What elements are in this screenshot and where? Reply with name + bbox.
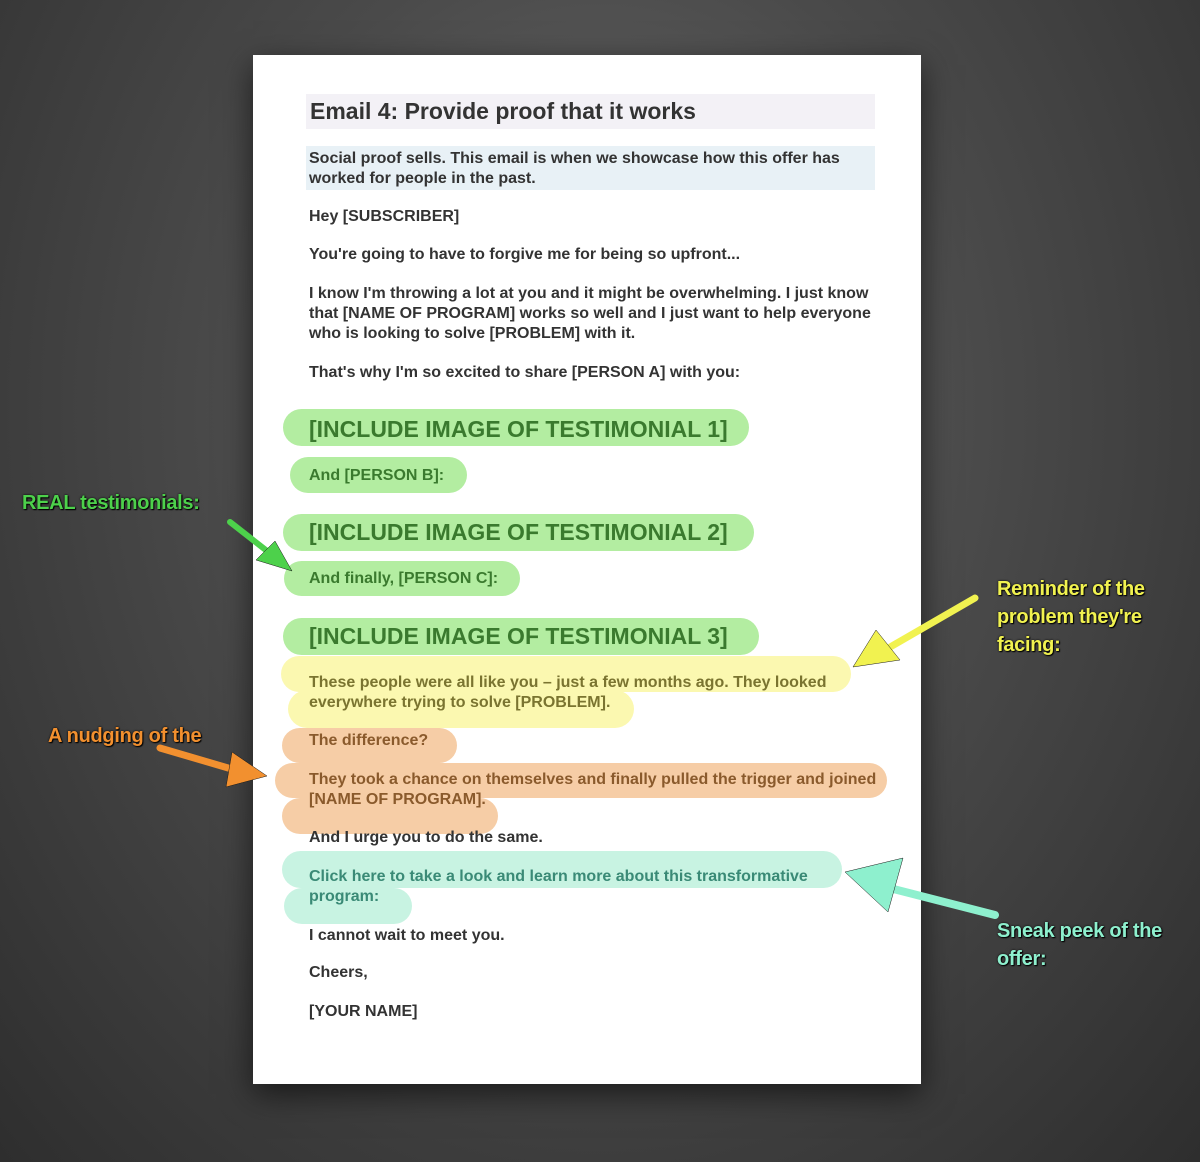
paragraph-overwhelm-1: I know I'm throwing a lot at you and it might be overwhelming. I just know — [309, 285, 869, 302]
problem-line-2: everywhere trying to solve [PROBLEM]. — [309, 694, 611, 711]
chance-line-1: They took a chance on themselves and finally pulled the trigger and joined — [309, 771, 877, 788]
annotation-problem-line-2: problem they're — [997, 606, 1142, 628]
person-b-text: And [PERSON B]: — [309, 467, 445, 484]
click-here-line-1[interactable]: Click here to take a look and learn more about this transformative — [309, 868, 808, 885]
closing-cheers: Cheers, — [309, 964, 368, 981]
click-here-line-2[interactable]: program: — [309, 888, 380, 905]
annotation-problem — [997, 575, 1145, 659]
description-line-2: worked for people in the past. — [309, 170, 536, 187]
greeting: Hey [SUBSCRIBER] — [309, 208, 460, 225]
urge-text: And I urge you to do the same. — [309, 829, 543, 846]
mint-arrow-icon — [845, 858, 995, 915]
yellow-arrow-icon — [853, 598, 975, 667]
testimonial-2-placeholder: [INCLUDE IMAGE OF TESTIMONIAL 2] — [309, 519, 728, 545]
difference-text: The difference? — [309, 732, 429, 749]
annotation-offer — [997, 917, 1162, 973]
annotation-offer-line-1: Sneak peek of the — [997, 920, 1162, 942]
chance-line-2: [NAME OF PROGRAM]. — [309, 791, 486, 808]
paragraph-overwhelm-3: who is looking to solve [PROBLEM] with it. — [309, 325, 636, 342]
paragraph-overwhelm-2: that [NAME OF PROGRAM] works so well and I just want to help everyone — [309, 305, 871, 322]
annotation-nudge: A nudging of the — [48, 725, 202, 747]
email-title: Email 4: Provide proof that it works — [306, 94, 875, 129]
paragraph-person-a: That's why I'm so excited to share [PERSON A] with you: — [309, 364, 741, 381]
person-c-text: And finally, [PERSON C]: — [309, 570, 499, 587]
annotation-problem-line-1: Reminder of the — [997, 578, 1145, 600]
testimonial-1-placeholder: [INCLUDE IMAGE OF TESTIMONIAL 1] — [309, 416, 728, 442]
testimonial-3-placeholder: [INCLUDE IMAGE OF TESTIMONIAL 3] — [309, 623, 728, 649]
orange-arrow-icon — [160, 748, 267, 787]
closing-meet: I cannot wait to meet you. — [309, 927, 505, 944]
annotation-testimonials: REAL testimonials: — [22, 492, 200, 514]
green-arrow-icon — [230, 522, 292, 571]
signature-name: [YOUR NAME] — [309, 1003, 418, 1020]
paragraph-forgive: You're going to have to forgive me for being so upfront... — [309, 246, 741, 263]
annotation-problem-line-3: facing: — [997, 634, 1061, 656]
description-line-1: Social proof sells. This email is when we showcase how this offer has — [309, 150, 840, 167]
problem-line-1: These people were all like you – just a few months ago. They looked — [309, 674, 827, 691]
annotation-offer-line-2: offer: — [997, 948, 1047, 970]
